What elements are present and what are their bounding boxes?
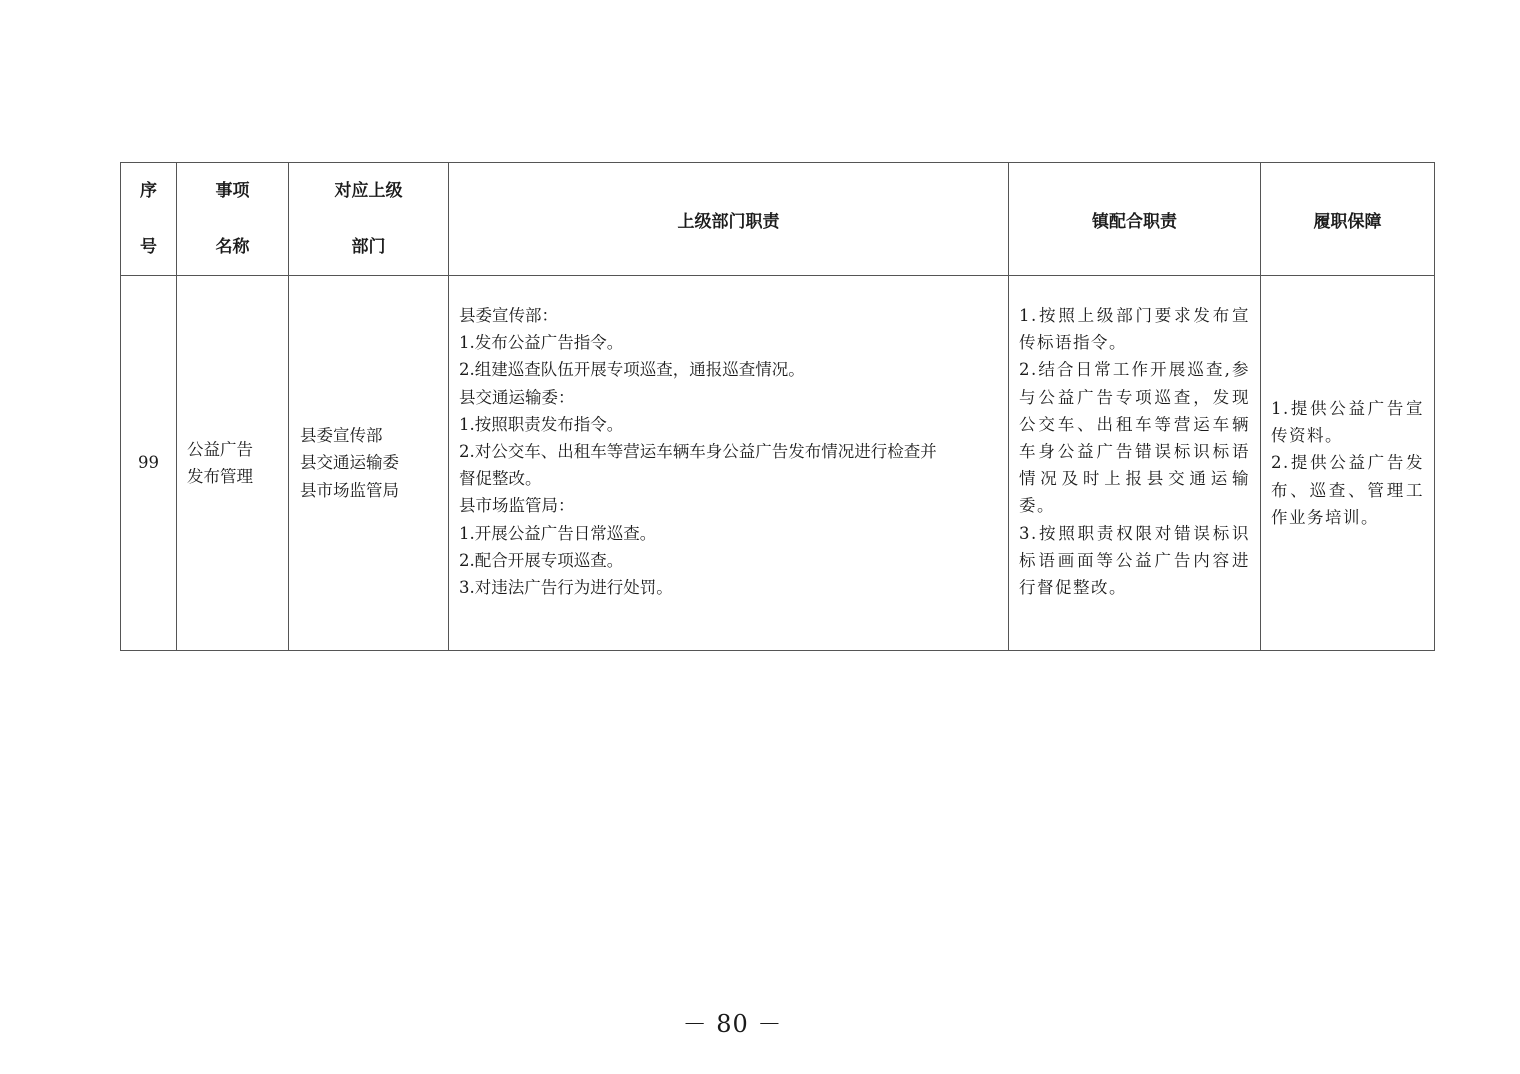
row-serial-number: 99 <box>121 276 177 651</box>
header-serial-number <box>121 163 177 276</box>
header-guarantees: 履职保障 <box>1261 163 1435 276</box>
row-upper-duties <box>449 276 1009 651</box>
header-upper-department <box>289 163 449 276</box>
upper-duty-line: 2.对公交车、出租车等营运车辆车身公益广告发布情况进行检查并 <box>459 442 937 462</box>
upper-duty-line: 1.开展公益广告日常巡查。 <box>459 523 657 543</box>
upper-duty-line: 2.配合开展专项巡查。 <box>459 550 624 570</box>
town-duty-paragraph: 3.按照职责权限对错误标识标语画面等公益广告内容进行督促整改。 <box>1019 523 1250 598</box>
table-row <box>121 276 1435 651</box>
upper-duty-line: 3.对违法广告行为进行处罚。 <box>459 578 673 598</box>
upper-duty-line: 县交通运输委： <box>459 387 575 407</box>
header-dept-line-1: 对应上级 <box>334 181 403 201</box>
upper-duty-line: 县市场监管局： <box>459 496 575 516</box>
department-line: 县市场监管局 <box>300 480 399 500</box>
item-name-line: 公益广告 <box>187 439 253 459</box>
guarantee-paragraph: 2.提供公益广告发布、巡查、管理工作业务培训。 <box>1271 453 1424 527</box>
row-item-name <box>177 276 289 651</box>
row-departments <box>289 276 449 651</box>
header-item-name <box>177 163 289 276</box>
header-item-line-1: 事项 <box>215 181 250 201</box>
upper-duty-line: 督促整改。 <box>459 469 542 489</box>
town-duty-paragraph: 2.结合日常工作开展巡查,参与公益广告专项巡查，发现公交车、出租车等营运车辆车身公益广告错误标识标语情况及时上报县交通运输委。 <box>1019 360 1250 516</box>
header-item-line-2: 名称 <box>215 237 250 257</box>
header-serial-line-1: 序 <box>140 181 157 201</box>
upper-duty-line: 1.发布公益广告指令。 <box>459 333 624 353</box>
row-town-duties <box>1009 276 1261 651</box>
upper-duty-line: 1.按照职责发布指令。 <box>459 414 624 434</box>
guarantee-paragraph: 1.提供公益广告宣传资料。 <box>1271 398 1424 446</box>
item-name-line: 发布管理 <box>187 467 253 486</box>
row-guarantees <box>1261 276 1435 651</box>
duty-table <box>120 162 1435 651</box>
department-line: 县委宣传部 <box>300 426 383 446</box>
page-number: － 80 － <box>682 1010 783 1038</box>
town-duty-paragraph: 1.按照上级部门要求发布宣传标语指令。 <box>1019 306 1250 353</box>
header-town-duties: 镇配合职责 <box>1009 163 1261 276</box>
header-row <box>121 163 1435 276</box>
upper-duty-line: 2.组建巡查队伍开展专项巡查，通报巡查情况。 <box>459 360 805 380</box>
header-upper-duties: 上级部门职责 <box>449 163 1009 276</box>
upper-duty-line: 县委宣传部： <box>459 306 558 325</box>
header-dept-line-2: 部门 <box>351 237 386 257</box>
header-serial-line-2: 号 <box>140 237 157 257</box>
department-line: 县交通运输委 <box>300 453 399 473</box>
